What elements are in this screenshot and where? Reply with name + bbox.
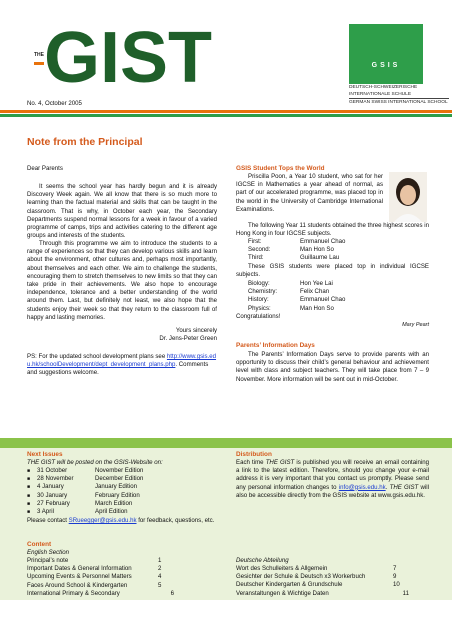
list-item: ■ 4 January January Edition <box>27 483 217 491</box>
rank-list <box>248 238 398 263</box>
gist-name: THE GIST <box>389 483 419 491</box>
toc-title[interactable]: Upcoming Events & Personnel Matters <box>27 573 132 581</box>
german-toc <box>236 565 409 598</box>
english-section-label: English Section <box>27 549 70 556</box>
distribution-body <box>236 459 429 500</box>
feedback-email-link[interactable]: SRueegger@gsis.edu.hk <box>68 517 137 524</box>
issue-edition: November Edition <box>95 467 144 474</box>
gist-logo <box>34 22 244 90</box>
logo-the: THE <box>34 52 44 58</box>
green-rule <box>0 114 452 117</box>
rank-label: Third: <box>248 254 264 262</box>
subject-name: Man Hon So <box>300 304 334 312</box>
toc-page: 7 <box>393 565 397 572</box>
issue-date: 28 November <box>37 475 74 483</box>
next-issues-title: Next Issues <box>27 451 63 458</box>
principal-paragraph-1: It seems the school year has hardly begun and it is already Discovery Week again. We all know that there is so much more to learning than the factual material and skills that can be taught in the classroom. That is why, in October each year, the Secondary Departments suspend normal lessons for a week in favour of a varied programme of camps, trips and activities catering to the different age groups and interests of the students. <box>27 183 217 240</box>
list-item: ■ 3 April April Edition <box>27 508 217 516</box>
toc-title[interactable]: Wort des Schulleiters & Allgemein <box>236 565 328 572</box>
toc-page: 4 <box>158 573 162 581</box>
distribution-text: is published you will receive an email containing a link to the latest edition. Therefore, should you change your e-mail address it is very important that you contact us promptly. Please send any personal information changes to <box>236 459 429 491</box>
parents-days-title: Parents’ Information Days <box>236 342 315 349</box>
feedback-contact <box>27 517 217 525</box>
principal-signoff <box>27 327 217 343</box>
school-name-de: DEUTSCH-SCHWEIZERISCHE INTERNATIONALE SCHULE <box>349 85 418 97</box>
signer: Dr. Jens-Peter Green <box>159 335 217 343</box>
congratulations: Congratulations! <box>236 313 281 320</box>
author: Mary Peart <box>402 322 429 328</box>
distribution-text: will also be accessible directly from the GSIS website at www.gsis.edu.hk. <box>236 483 430 499</box>
subject-name: Hon Yee Lai <box>300 280 333 287</box>
toc-title[interactable]: Gesichter der Schule & Deutsch x3 Workerbuch <box>236 573 366 581</box>
toc-page: 11 <box>402 589 409 597</box>
issue-edition: March Edition <box>95 499 133 507</box>
subject-label: History: <box>248 296 269 304</box>
subject-label: Biology: <box>248 280 270 287</box>
school-name <box>349 84 449 106</box>
green-band <box>0 438 452 448</box>
salutation: Dear Parents <box>27 165 63 172</box>
principal-paragraph-2: Through this programme we aim to introduce the students to a range of experiences so that they can develop various skills and learn about the environment, other cultures and, perhaps most importantly, about themselves and each other. We aim to challenge the students, encouraging them to stretch themselves to new limits so that they can take pride in their achievements. We also hope to encourage independence, tolerance and a better understanding of the world around them. Last, but definitely not least, we also hope that the students enjoy their week so that they return to the classroom full of happy and lasting memories. <box>27 240 217 321</box>
toc-title[interactable]: International Primary & Secondary <box>27 589 120 597</box>
toc-title[interactable]: Principal’s note <box>27 557 69 564</box>
gist-name: THE GIST <box>265 459 295 466</box>
list-item: ■ 31 October November Edition <box>27 467 217 475</box>
info-email-link[interactable]: info@gsis.edu.hk <box>338 483 386 491</box>
subject-name: Emmanuel Chao <box>300 296 346 304</box>
toc-title[interactable]: Important Dates & General Information <box>27 565 132 573</box>
issue-list <box>27 467 217 516</box>
tops-paragraph-2: The following Year 11 students obtained the three highest scores in Hong Kong in four IGCSE subjects. <box>236 222 429 238</box>
list-item: ■ 27 February March Edition <box>27 500 217 508</box>
content-title: Content <box>27 541 52 548</box>
toc-page: 10 <box>393 581 400 589</box>
issue-date: 27 February <box>37 499 70 507</box>
issue-number: No. 4, October 2005 <box>27 100 82 107</box>
parents-days-body: The Parents’ Information Days serve to provide parents with an opportunity to discuss their child’s general behaviour and achievement level with class and subject teachers. They will take place from 7 – 9 November. More information will be sent out in mid-October. <box>236 351 429 383</box>
toc-title[interactable]: Faces Around School & Kindergarten <box>27 581 128 589</box>
toc-page: 5 <box>158 581 162 589</box>
next-issues-intro: THE GIST will be posted on the GSIS-Website on: <box>27 459 163 466</box>
subject-label: Physics: <box>248 304 271 312</box>
rank-name: Man Hon So <box>300 246 334 254</box>
issue-date: 3 April <box>37 508 54 516</box>
development-plans-link[interactable]: http://www.gsis.edu.hk/schoolDevelopment/dept_development_plans.php <box>27 353 217 369</box>
issue-edition: January Edition <box>95 483 138 491</box>
school-name-en: GERMAN SWISS INTERNATIONAL SCHOOL <box>349 100 448 105</box>
contact-tail: for feedback, questions, etc. <box>136 517 215 524</box>
distribution-text: Each time <box>236 459 266 466</box>
rank-name: Guillaume Lau <box>300 254 340 262</box>
issue-edition: December Edition <box>95 475 144 483</box>
issue-date: 31 October <box>37 467 68 474</box>
rank-name: Emmanuel Chao <box>300 238 346 245</box>
german-section-label: Deutsche Abteilung <box>236 557 289 564</box>
principal-ps <box>27 353 217 378</box>
gist-logo-text: GIST <box>44 22 213 90</box>
student-photo <box>389 172 427 222</box>
toc-page: 6 <box>170 589 174 597</box>
ps-text: PS: For the updated school development plans see <box>27 353 167 360</box>
toc-page: 2 <box>158 565 162 573</box>
subject-label: Chemistry: <box>248 288 278 296</box>
tops-paragraph-3: These GSIS students were placed top in individual IGCSE subjects. <box>236 263 429 279</box>
orange-rule <box>0 110 452 113</box>
distribution-title: Distribution <box>236 451 272 458</box>
list-item: ■ 30 January February Edition <box>27 492 217 500</box>
ps-tail: . Comments and suggestions welcome. <box>27 361 209 377</box>
issue-date: 4 January <box>37 483 64 491</box>
contact-text: Please contact <box>27 517 69 524</box>
issue-date: 30 January <box>37 491 68 499</box>
issue-edition: April Edition <box>95 508 128 516</box>
distribution-text: . <box>385 483 390 491</box>
toc-page: 1 <box>158 557 162 564</box>
gsis-logo-text: GSIS <box>371 62 401 69</box>
tops-paragraph-1: Priscilla Poon, a Year 10 student, who sat for her IGCSE in Mathematics a year ahead of normal, as part of our accelerated programme, was placed top in the world in the University of Cambridge International Examinations. <box>236 173 383 213</box>
principal-title: Note from the Principal <box>27 136 143 148</box>
tops-title: GSIS Student Tops the World <box>236 165 325 172</box>
toc-page: 9 <box>393 573 397 581</box>
rank-label: Second: <box>248 246 271 254</box>
gsis-logo <box>349 24 423 84</box>
toc-title[interactable]: Veranstaltungen & Wichtige Daten <box>236 589 329 597</box>
rank-label: First: <box>248 238 262 245</box>
issue-edition: February Edition <box>95 491 140 499</box>
toc-title[interactable]: Deutscher Kindergarten & Grundschule <box>236 581 343 589</box>
subject-name: Felix Chan <box>300 288 330 296</box>
list-item: ■ 28 November December Edition <box>27 475 217 483</box>
closing: Yours sincerely <box>175 327 217 334</box>
subject-list <box>248 280 398 313</box>
english-toc <box>27 557 174 598</box>
